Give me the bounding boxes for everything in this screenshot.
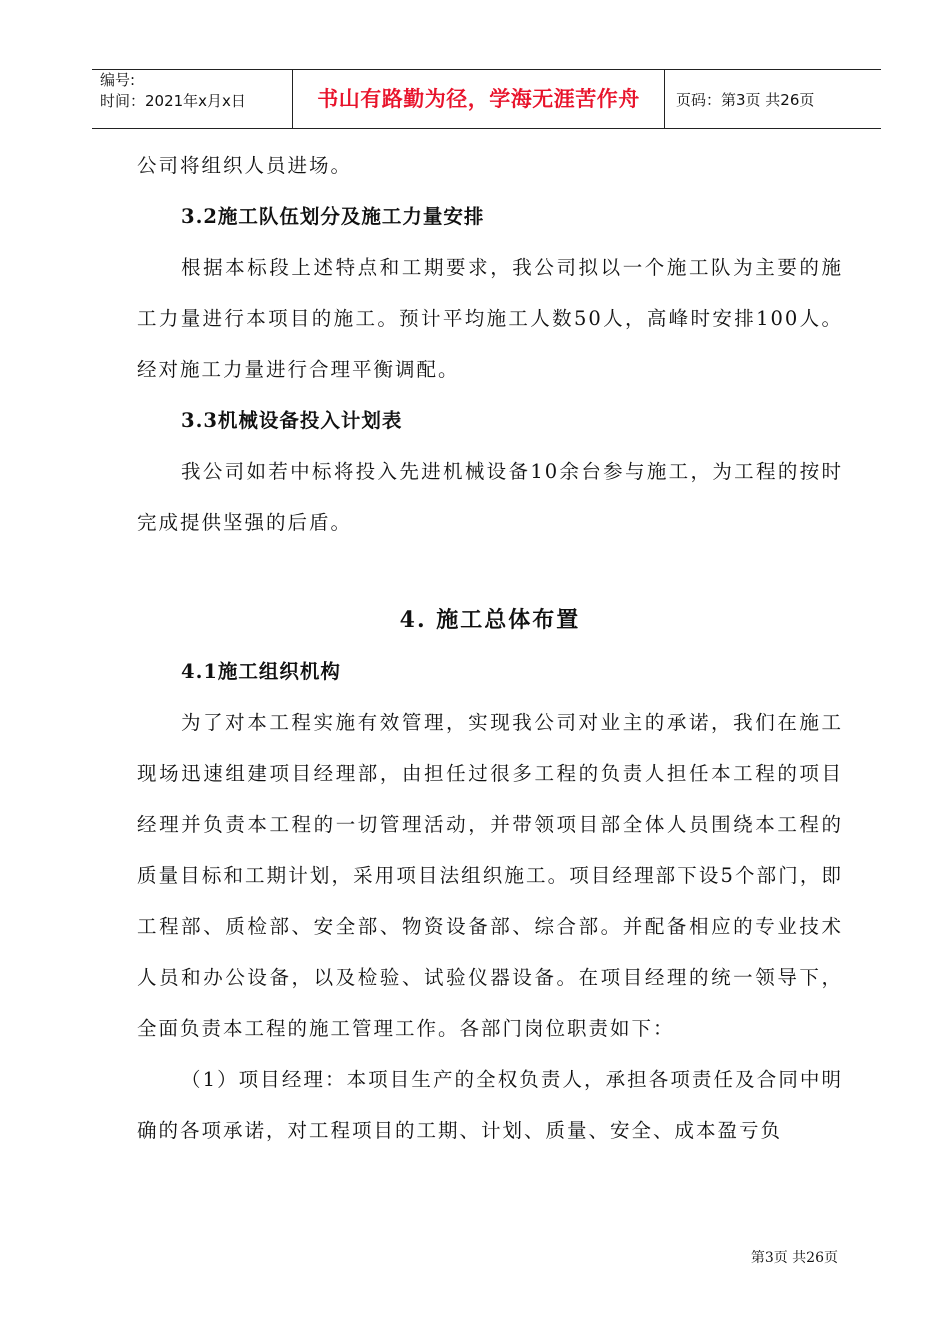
header-divider-right [664,69,665,129]
section-heading-3-3: 3.3机械设备投入计划表 [181,409,403,432]
paragraph: 为了对本工程实施有效管理，实现我公司对业主的承诺，我们在施工现场迅速组建项目经理部，由担任过很多工程的负责人担任本工程的项目经理并负责本工程的一切管理活动，并带领项目部全体人员围绕本工程的质量目标和工期计划，采用项目法组织施工。项目经理部下设5个部门，即工程部、质检部、安全部、物资设备部、综合部。并配备相应的专业技术人员和办公设备，以及检验、试验仪器设备。在项目经理的统一领导下，全面负责本工程的施工管理工作。各部门岗位职责如下： [137,711,843,1040]
paragraph: （1）项目经理：本项目生产的全权负责人，承担各项责任及合同中明确的各项承诺，对工程项目的工期、计划、质量、安全、成本盈亏负 [137,1068,843,1142]
footer-page-number: 第3页 共26页 [750,1250,838,1266]
section-heading-4-1: 4.1施工组织机构 [181,660,341,683]
header-date: 时间：2021年x月x日 [100,92,246,110]
paragraph: 根据本标段上述特点和工期要求，我公司拟以一个施工队为主要的施工力量进行本项目的施工。预计平均施工人数50人，高峰时安排100人。经对施工力量进行合理平衡调配。 [137,256,843,381]
header-motto: 书山有路勤为径，学海无涯苦作舟 [317,87,640,111]
chapter-heading-4: 4. 施工总体布置 [399,607,581,633]
header-bottom-rule [92,128,881,129]
section-heading-3-2: 3.2施工队伍划分及施工力量安排 [181,205,485,228]
header-meta [100,70,288,112]
header-number: 编号: [100,71,136,89]
paragraph: 我公司如若中标将投入先进机械设备10余台参与施工，为工程的按时完成提供坚强的后盾。 [137,460,843,534]
header-page-number: 页码：第3页 共26页 [676,91,815,109]
paragraph: 公司将组织人员进场。 [137,154,353,177]
document-body [137,140,843,1156]
